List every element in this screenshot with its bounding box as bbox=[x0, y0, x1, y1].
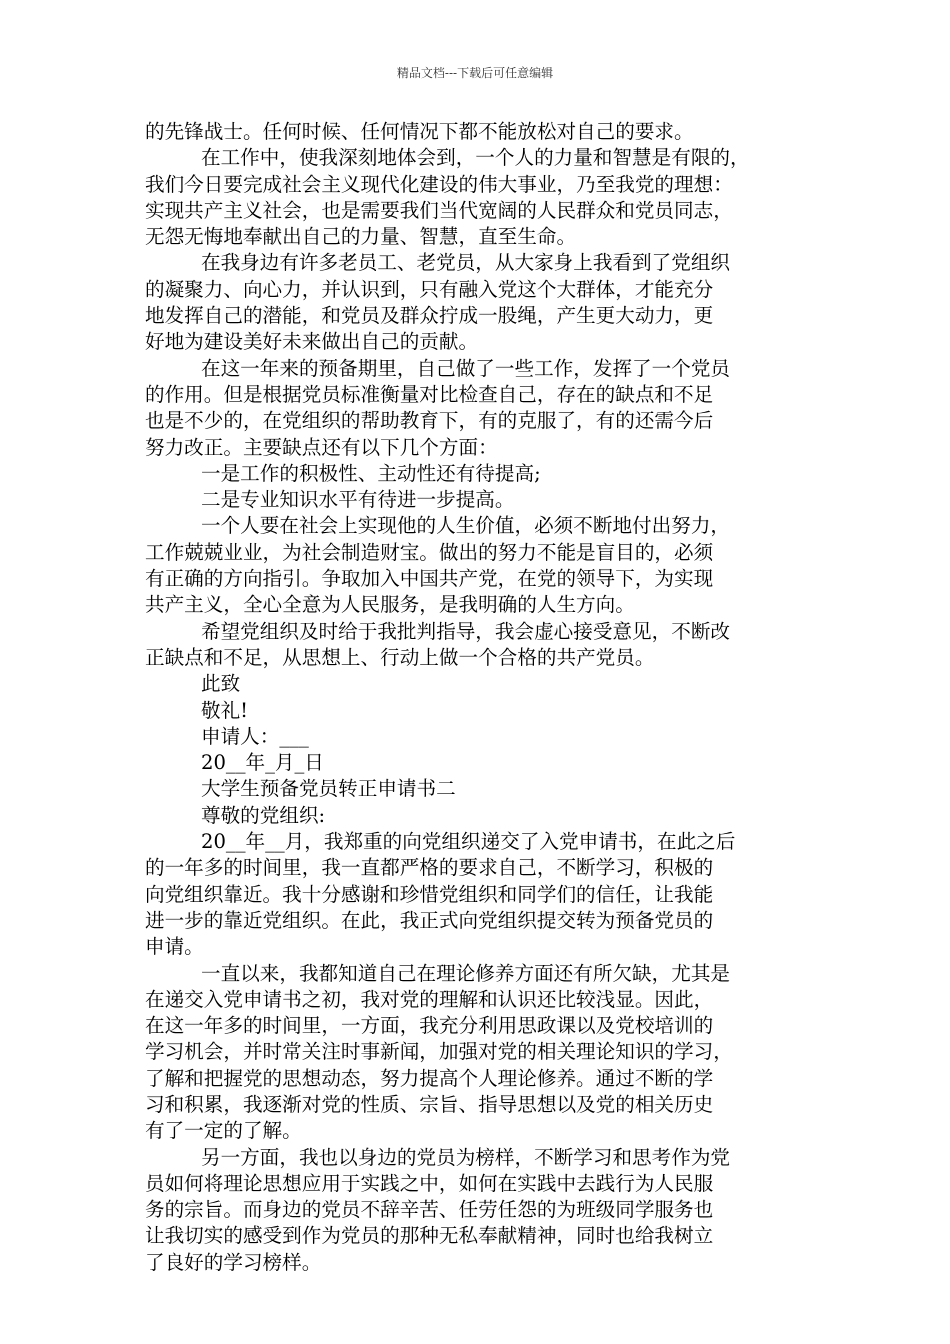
text-line: 的凝聚力、向心力，并认识到，只有融入党这个大群体，才能充分 bbox=[145, 277, 714, 301]
text-line: 尊敬的党组织: bbox=[201, 803, 326, 827]
text-line: 努力改正。主要缺点还有以下几个方面： bbox=[145, 435, 498, 459]
text-line: 我们今日要完成社会主义现代化建设的伟大事业，乃至我党的理想： bbox=[145, 172, 733, 196]
text-line: 20__年__月，我郑重的向党组织递交了入党申请书，在此之后 bbox=[201, 830, 736, 854]
text-line: 共产主义，全心全意为人民服务，是我明确的人生方向。 bbox=[145, 593, 635, 617]
text-line: 正缺点和不足，从思想上、行动上做一个合格的共产党员。 bbox=[145, 645, 655, 669]
text-line: 敬礼! bbox=[201, 698, 249, 722]
text-line: 有了一定的了解。 bbox=[145, 1119, 302, 1143]
text-line: 在这一年来的预备期里，自己做了一些工作，发挥了一个党员 bbox=[201, 356, 731, 380]
text-line: 务的宗旨。而身边的党员不辞辛苦、任劳任怨的为班级同学服务也 bbox=[145, 1198, 714, 1222]
text-line: 二是专业知识水平有待进一步提高。 bbox=[201, 488, 515, 512]
text-line: 在工作中，使我深刻地体会到，一个人的力量和智慧是有限的， bbox=[201, 146, 750, 170]
text-line: 好地为建设美好未来做出自己的贡献。 bbox=[145, 330, 479, 354]
text-line: 此致 bbox=[201, 672, 241, 696]
text-line: 实现共产主义社会，也是需要我们当代宽阔的人民群众和党员同志， bbox=[145, 198, 733, 222]
text-line: 了解和把握党的思想动态，努力提高个人理论修养。通过不断的学 bbox=[145, 1066, 714, 1090]
text-line: 在我身边有许多老员工、老党员，从大家身上我看到了党组织 bbox=[201, 251, 731, 275]
text-line: 大学生预备党员转正申请书二 bbox=[201, 777, 456, 801]
text-line: 申请人：___ bbox=[201, 724, 309, 748]
text-line: 一直以来，我都知道自己在理论修养方面还有所欠缺，尤其是 bbox=[201, 961, 731, 985]
text-line: 在这一年多的时间里，一方面，我充分利用思政课以及党校培训的 bbox=[145, 1014, 714, 1038]
document-body bbox=[145, 119, 810, 1276]
text-line: 一个人要在社会上实现他的人生价值，必须不断地付出努力， bbox=[201, 514, 731, 538]
text-line: 有正确的方向指引。争取加入中国共产党，在党的领导下，为实现 bbox=[145, 567, 714, 591]
text-line: 另一方面，我也以身边的党员为榜样，不断学习和思考作为党 bbox=[201, 1145, 731, 1169]
text-line: 工作兢兢业业，为社会制造财宝。做出的努力不能是盲目的，必须 bbox=[145, 540, 714, 564]
text-line: 的先锋战士。任何时候、任何情况下都不能放松对自己的要求。 bbox=[145, 120, 694, 143]
text-line: 让我切实的感受到作为党员的那种无私奉献精神，同时也给我树立 bbox=[145, 1224, 714, 1248]
text-line: 的作用。但是根据党员标准衡量对比检查自己，存在的缺点和不足 bbox=[145, 382, 714, 406]
text-line: 了良好的学习榜样。 bbox=[145, 1250, 322, 1274]
text-line: 在递交入党申请书之初，我对党的理解和认识还比较浅显。因此， bbox=[145, 987, 714, 1011]
text-line: 申请。 bbox=[145, 935, 204, 959]
text-line: 无怨无悔地奉献出自己的力量、智慧，直至生命。 bbox=[145, 225, 577, 249]
text-line: 一是工作的积极性、主动性还有待提高; bbox=[201, 461, 541, 485]
text-line: 20__年_月_日 bbox=[201, 751, 324, 775]
text-line: 的一年多的时间里，我一直都严格的要求自己，不断学习，积极的 bbox=[145, 856, 714, 880]
text-line: 也是不少的，在党组织的帮助教育下，有的克服了，有的还需今后 bbox=[145, 409, 714, 433]
text-line: 地发挥自己的潜能，和党员及群众拧成一股绳，产生更大动力，更 bbox=[145, 304, 714, 328]
page-header: 精品文档---下载后可任意编辑 bbox=[396, 66, 554, 80]
text-line: 学习机会，并时常关注时事新闻，加强对党的相关理论知识的学习， bbox=[145, 1040, 733, 1064]
text-line: 向党组织靠近。我十分感谢和珍惜党组织和同学们的信任，让我能 bbox=[145, 882, 714, 906]
text-line: 员如何将理论思想应用于实践之中，如何在实践中去践行为人民服 bbox=[145, 1171, 714, 1195]
text-line: 希望党组织及时给于我批判指导，我会虚心接受意见，不断改 bbox=[201, 619, 731, 643]
text-line: 习和积累，我逐渐对党的性质、宗旨、指导思想以及党的相关历史 bbox=[145, 1092, 714, 1116]
text-line: 进一步的靠近党组织。在此，我正式向党组织提交转为预备党员的 bbox=[145, 908, 714, 932]
